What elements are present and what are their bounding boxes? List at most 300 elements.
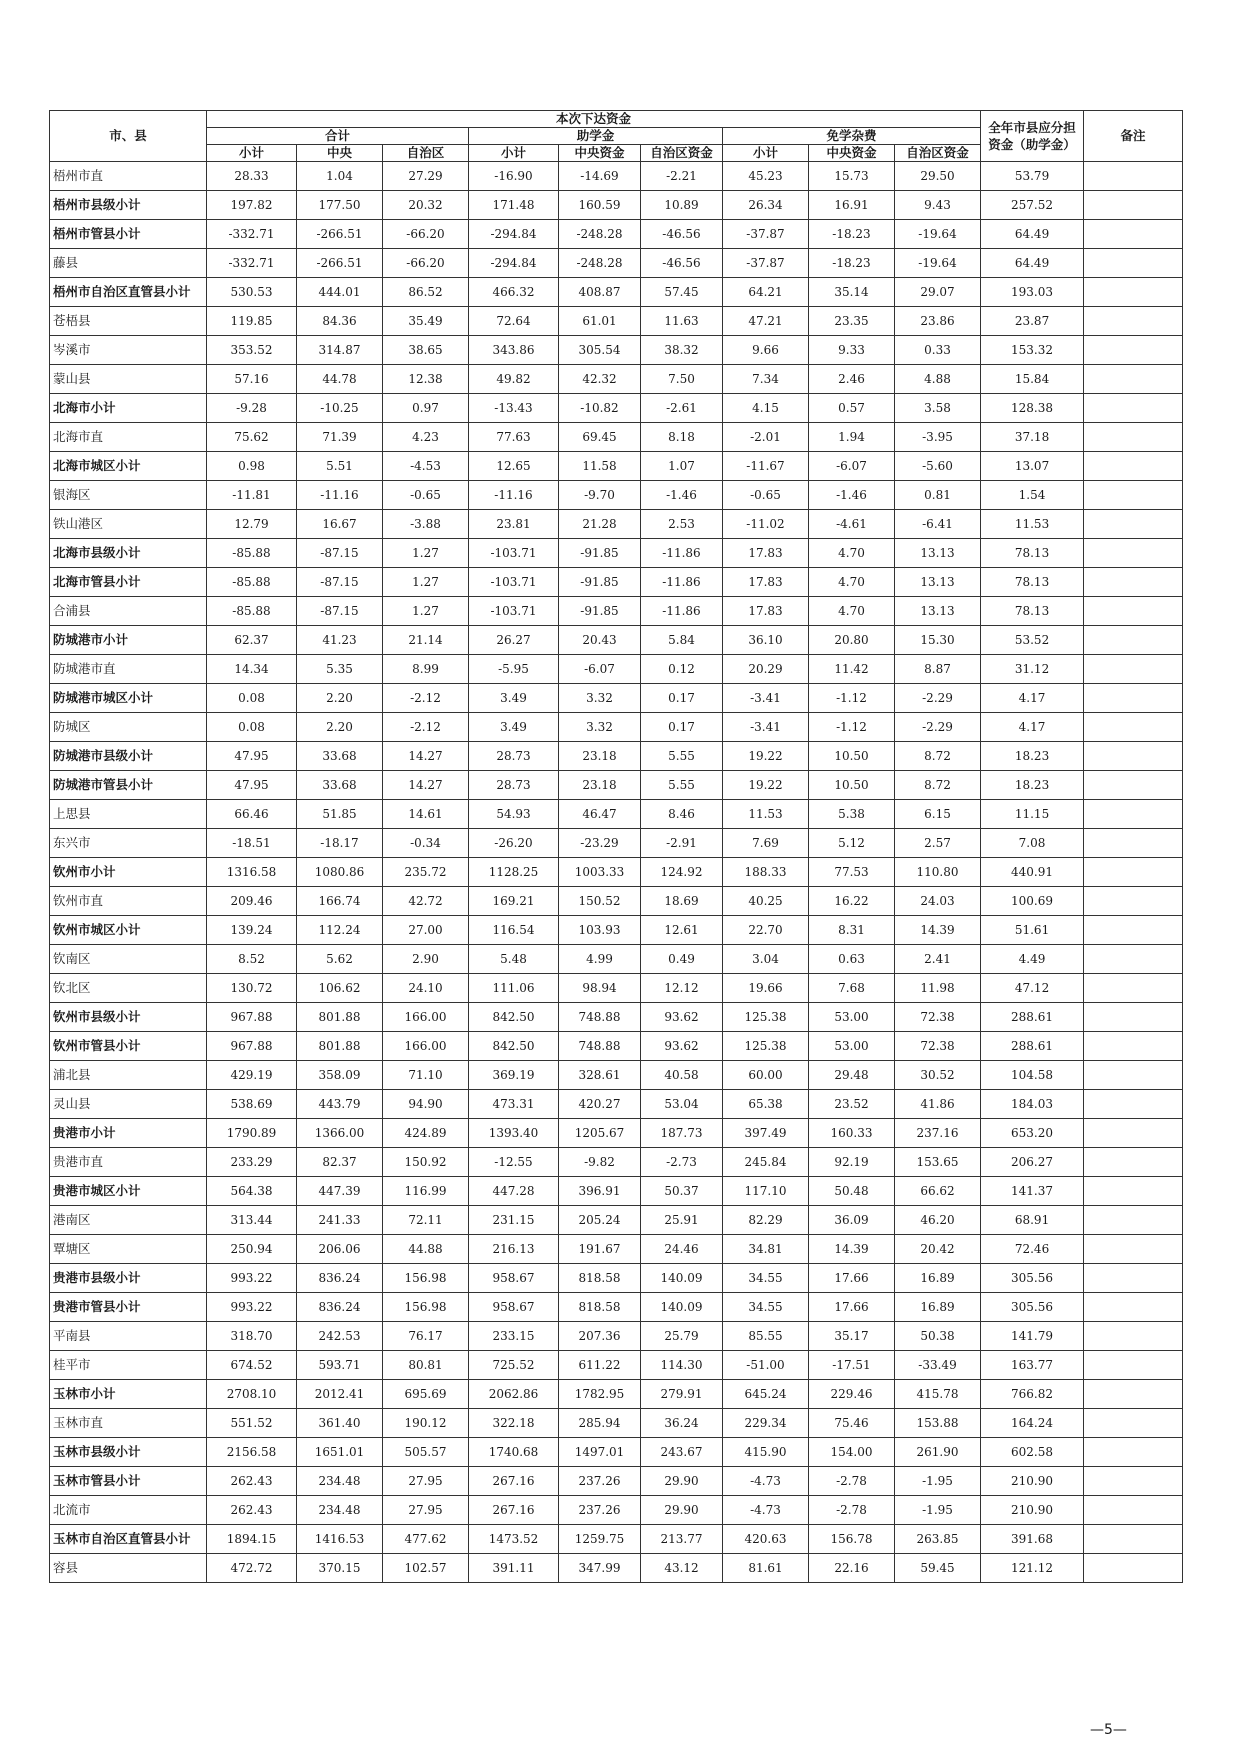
value-cell: -3.88: [383, 510, 469, 539]
value-cell: 72.64: [469, 307, 559, 336]
value-cell: 353.52: [207, 336, 297, 365]
value-cell: -3.41: [723, 684, 809, 713]
remark-cell: [1084, 742, 1183, 771]
value-cell: 19.22: [723, 771, 809, 800]
value-cell: 160.33: [809, 1119, 895, 1148]
value-cell: -2.01: [723, 423, 809, 452]
value-cell: 124.92: [641, 858, 723, 887]
remark-cell: [1084, 278, 1183, 307]
value-cell: 66.46: [207, 800, 297, 829]
value-cell: 21.28: [559, 510, 641, 539]
value-cell: -103.71: [469, 597, 559, 626]
value-cell: 5.55: [641, 742, 723, 771]
value-cell: 842.50: [469, 1032, 559, 1061]
value-cell: -11.86: [641, 568, 723, 597]
value-cell: 358.09: [297, 1061, 383, 1090]
table-row: [50, 597, 1183, 626]
region-name-cell: 苍梧县: [50, 307, 207, 336]
remark-cell: [1084, 771, 1183, 800]
value-cell: 234.48: [297, 1496, 383, 1525]
value-cell: -2.61: [641, 394, 723, 423]
remark-cell: [1084, 365, 1183, 394]
table-row: [50, 771, 1183, 800]
value-cell: -12.55: [469, 1148, 559, 1177]
value-cell: 20.43: [559, 626, 641, 655]
value-cell: 140.09: [641, 1264, 723, 1293]
value-cell: 65.38: [723, 1090, 809, 1119]
value-cell: 160.59: [559, 191, 641, 220]
value-cell: 40.58: [641, 1061, 723, 1090]
remark-cell: [1084, 1409, 1183, 1438]
value-cell: 187.73: [641, 1119, 723, 1148]
value-cell: 9.66: [723, 336, 809, 365]
remark-cell: [1084, 336, 1183, 365]
value-cell: -87.15: [297, 539, 383, 568]
value-cell: 59.45: [895, 1554, 981, 1583]
value-cell: -87.15: [297, 568, 383, 597]
value-cell: 13.13: [895, 568, 981, 597]
remark-cell: [1084, 1119, 1183, 1148]
region-name-cell: 藤县: [50, 249, 207, 278]
value-cell: 153.65: [895, 1148, 981, 1177]
value-cell: 2.20: [297, 684, 383, 713]
value-cell: -332.71: [207, 220, 297, 249]
remark-cell: [1084, 1380, 1183, 1409]
remark-cell: [1084, 481, 1183, 510]
value-cell: 7.34: [723, 365, 809, 394]
value-cell: 209.46: [207, 887, 297, 916]
value-cell: 14.34: [207, 655, 297, 684]
value-cell: 128.38: [981, 394, 1084, 423]
value-cell: 23.18: [559, 771, 641, 800]
value-cell: 1.54: [981, 481, 1084, 510]
value-cell: 16.67: [297, 510, 383, 539]
value-cell: 72.11: [383, 1206, 469, 1235]
value-cell: 13.07: [981, 452, 1084, 481]
value-cell: 23.81: [469, 510, 559, 539]
table-row: [50, 974, 1183, 1003]
value-cell: 19.22: [723, 742, 809, 771]
value-cell: 369.19: [469, 1061, 559, 1090]
value-cell: 313.44: [207, 1206, 297, 1235]
value-cell: 171.48: [469, 191, 559, 220]
value-cell: 47.12: [981, 974, 1084, 1003]
region-name-cell: 钦南区: [50, 945, 207, 974]
value-cell: 24.10: [383, 974, 469, 1003]
value-cell: 1.07: [641, 452, 723, 481]
value-cell: 46.20: [895, 1206, 981, 1235]
region-name-cell: 梧州市管县小计: [50, 220, 207, 249]
value-cell: 206.06: [297, 1235, 383, 1264]
value-cell: 564.38: [207, 1177, 297, 1206]
region-name-cell: 贵港市直: [50, 1148, 207, 1177]
value-cell: 391.11: [469, 1554, 559, 1583]
table-body: [50, 162, 1183, 1583]
region-name-cell: 上思县: [50, 800, 207, 829]
value-cell: 23.18: [559, 742, 641, 771]
value-cell: -17.51: [809, 1351, 895, 1380]
remark-cell: [1084, 1148, 1183, 1177]
value-cell: 440.91: [981, 858, 1084, 887]
value-cell: -332.71: [207, 249, 297, 278]
remark-cell: [1084, 916, 1183, 945]
value-cell: 4.70: [809, 568, 895, 597]
value-cell: 993.22: [207, 1293, 297, 1322]
value-cell: 169.21: [469, 887, 559, 916]
value-cell: -9.28: [207, 394, 297, 423]
value-cell: 35.49: [383, 307, 469, 336]
region-name-cell: 防城港市城区小计: [50, 684, 207, 713]
value-cell: 114.30: [641, 1351, 723, 1380]
value-cell: 166.00: [383, 1032, 469, 1061]
value-cell: 98.94: [559, 974, 641, 1003]
value-cell: 4.23: [383, 423, 469, 452]
value-cell: 35.14: [809, 278, 895, 307]
value-cell: -51.00: [723, 1351, 809, 1380]
value-cell: 305.56: [981, 1264, 1084, 1293]
value-cell: 958.67: [469, 1293, 559, 1322]
remark-cell: [1084, 1235, 1183, 1264]
value-cell: 85.55: [723, 1322, 809, 1351]
value-cell: 748.88: [559, 1032, 641, 1061]
value-cell: 2.41: [895, 945, 981, 974]
value-cell: 23.86: [895, 307, 981, 336]
value-cell: -37.87: [723, 249, 809, 278]
value-cell: 5.84: [641, 626, 723, 655]
table-row: [50, 452, 1183, 481]
value-cell: 166.00: [383, 1003, 469, 1032]
value-cell: 53.52: [981, 626, 1084, 655]
value-cell: 49.82: [469, 365, 559, 394]
table-row: [50, 1235, 1183, 1264]
remark-cell: [1084, 423, 1183, 452]
value-cell: -9.70: [559, 481, 641, 510]
value-cell: 153.32: [981, 336, 1084, 365]
value-cell: 8.87: [895, 655, 981, 684]
remark-cell: [1084, 1090, 1183, 1119]
region-name-cell: 灵山县: [50, 1090, 207, 1119]
value-cell: 0.17: [641, 684, 723, 713]
value-cell: -9.82: [559, 1148, 641, 1177]
value-cell: 141.37: [981, 1177, 1084, 1206]
value-cell: 267.16: [469, 1496, 559, 1525]
value-cell: 53.00: [809, 1032, 895, 1061]
value-cell: 184.03: [981, 1090, 1084, 1119]
value-cell: 103.93: [559, 916, 641, 945]
region-name-cell: 防城港市小计: [50, 626, 207, 655]
remark-cell: [1084, 568, 1183, 597]
value-cell: 76.17: [383, 1322, 469, 1351]
value-cell: -4.73: [723, 1496, 809, 1525]
value-cell: 29.90: [641, 1496, 723, 1525]
value-cell: 12.38: [383, 365, 469, 394]
value-cell: 328.61: [559, 1061, 641, 1090]
table-row: [50, 220, 1183, 249]
value-cell: 9.33: [809, 336, 895, 365]
value-cell: 818.58: [559, 1293, 641, 1322]
value-cell: 9.43: [895, 191, 981, 220]
value-cell: 11.58: [559, 452, 641, 481]
value-cell: 53.00: [809, 1003, 895, 1032]
table-row: [50, 887, 1183, 916]
value-cell: 361.40: [297, 1409, 383, 1438]
value-cell: 241.33: [297, 1206, 383, 1235]
value-cell: 125.38: [723, 1003, 809, 1032]
value-cell: 42.32: [559, 365, 641, 394]
value-cell: 0.57: [809, 394, 895, 423]
region-name-cell: 玉林市管县小计: [50, 1467, 207, 1496]
value-cell: 396.91: [559, 1177, 641, 1206]
value-cell: 34.55: [723, 1293, 809, 1322]
value-cell: -87.15: [297, 597, 383, 626]
value-cell: 38.65: [383, 336, 469, 365]
value-cell: 154.00: [809, 1438, 895, 1467]
region-name-cell: 岑溪市: [50, 336, 207, 365]
value-cell: -46.56: [641, 220, 723, 249]
value-cell: 262.43: [207, 1496, 297, 1525]
value-cell: 23.35: [809, 307, 895, 336]
value-cell: 2062.86: [469, 1380, 559, 1409]
table-row: [50, 191, 1183, 220]
value-cell: -4.53: [383, 452, 469, 481]
value-cell: 466.32: [469, 278, 559, 307]
value-cell: 4.17: [981, 684, 1084, 713]
value-cell: 94.90: [383, 1090, 469, 1119]
value-cell: 11.63: [641, 307, 723, 336]
value-cell: -11.16: [469, 481, 559, 510]
value-cell: 24.46: [641, 1235, 723, 1264]
value-cell: 104.58: [981, 1061, 1084, 1090]
region-name-cell: 贵港市管县小计: [50, 1293, 207, 1322]
value-cell: 429.19: [207, 1061, 297, 1090]
value-cell: -1.95: [895, 1496, 981, 1525]
table-row: [50, 1496, 1183, 1525]
value-cell: -11.02: [723, 510, 809, 539]
value-cell: 408.87: [559, 278, 641, 307]
value-cell: 4.15: [723, 394, 809, 423]
value-cell: -16.90: [469, 162, 559, 191]
value-cell: -1.46: [641, 481, 723, 510]
region-name-cell: 银海区: [50, 481, 207, 510]
value-cell: 237.26: [559, 1467, 641, 1496]
remark-cell: [1084, 974, 1183, 1003]
value-cell: 81.61: [723, 1554, 809, 1583]
value-cell: 100.69: [981, 887, 1084, 916]
value-cell: -2.78: [809, 1496, 895, 1525]
value-cell: 40.25: [723, 887, 809, 916]
table-row: [50, 1177, 1183, 1206]
value-cell: 10.89: [641, 191, 723, 220]
value-cell: 50.38: [895, 1322, 981, 1351]
table-row: [50, 394, 1183, 423]
remark-cell: [1084, 1264, 1183, 1293]
value-cell: -19.64: [895, 249, 981, 278]
value-cell: 12.65: [469, 452, 559, 481]
value-cell: 3.32: [559, 713, 641, 742]
table-row: [50, 742, 1183, 771]
value-cell: 242.53: [297, 1322, 383, 1351]
table-row: [50, 829, 1183, 858]
value-cell: 748.88: [559, 1003, 641, 1032]
subcolumn-header: 中央资金: [809, 145, 895, 162]
remark-cell: [1084, 1438, 1183, 1467]
value-cell: 8.31: [809, 916, 895, 945]
value-cell: 7.08: [981, 829, 1084, 858]
value-cell: 35.17: [809, 1322, 895, 1351]
region-name-cell: 钦州市城区小计: [50, 916, 207, 945]
value-cell: 551.52: [207, 1409, 297, 1438]
value-cell: 234.48: [297, 1467, 383, 1496]
table-row: [50, 713, 1183, 742]
value-cell: -103.71: [469, 539, 559, 568]
value-cell: -2.78: [809, 1467, 895, 1496]
value-cell: 262.43: [207, 1467, 297, 1496]
value-cell: 1782.95: [559, 1380, 641, 1409]
value-cell: -11.81: [207, 481, 297, 510]
value-cell: 38.32: [641, 336, 723, 365]
value-cell: -18.51: [207, 829, 297, 858]
value-cell: 4.70: [809, 597, 895, 626]
table-row: [50, 249, 1183, 278]
table-row: [50, 481, 1183, 510]
value-cell: -10.25: [297, 394, 383, 423]
value-cell: 205.24: [559, 1206, 641, 1235]
value-cell: 1.94: [809, 423, 895, 452]
value-cell: 93.62: [641, 1003, 723, 1032]
value-cell: 20.80: [809, 626, 895, 655]
value-cell: 26.27: [469, 626, 559, 655]
value-cell: 674.52: [207, 1351, 297, 1380]
annual-share-header: 全年市县应分担资金（助学金）: [981, 111, 1084, 162]
value-cell: 993.22: [207, 1264, 297, 1293]
value-cell: 14.39: [809, 1235, 895, 1264]
remark-cell: [1084, 1554, 1183, 1583]
grant-group-header: 助学金: [469, 128, 723, 145]
value-cell: 210.90: [981, 1496, 1084, 1525]
remark-cell: [1084, 655, 1183, 684]
value-cell: 153.88: [895, 1409, 981, 1438]
value-cell: 60.00: [723, 1061, 809, 1090]
remark-cell: [1084, 1061, 1183, 1090]
value-cell: 17.66: [809, 1264, 895, 1293]
value-cell: 68.91: [981, 1206, 1084, 1235]
region-name-cell: 合浦县: [50, 597, 207, 626]
value-cell: 836.24: [297, 1293, 383, 1322]
value-cell: -18.23: [809, 249, 895, 278]
value-cell: 447.28: [469, 1177, 559, 1206]
value-cell: 156.98: [383, 1264, 469, 1293]
value-cell: 245.84: [723, 1148, 809, 1177]
value-cell: 29.07: [895, 278, 981, 307]
value-cell: 415.90: [723, 1438, 809, 1467]
remark-cell: [1084, 1467, 1183, 1496]
value-cell: 31.12: [981, 655, 1084, 684]
region-name-cell: 浦北县: [50, 1061, 207, 1090]
value-cell: 166.74: [297, 887, 383, 916]
remark-cell: [1084, 1293, 1183, 1322]
value-cell: 117.10: [723, 1177, 809, 1206]
value-cell: 19.66: [723, 974, 809, 1003]
value-cell: 130.72: [207, 974, 297, 1003]
value-cell: 24.03: [895, 887, 981, 916]
value-cell: 4.99: [559, 945, 641, 974]
table-row: [50, 916, 1183, 945]
value-cell: 1259.75: [559, 1525, 641, 1554]
value-cell: 41.86: [895, 1090, 981, 1119]
value-cell: 653.20: [981, 1119, 1084, 1148]
value-cell: 1.27: [383, 568, 469, 597]
value-cell: 61.01: [559, 307, 641, 336]
value-cell: 473.31: [469, 1090, 559, 1119]
value-cell: 106.62: [297, 974, 383, 1003]
value-cell: 725.52: [469, 1351, 559, 1380]
value-cell: -2.12: [383, 684, 469, 713]
value-cell: 41.23: [297, 626, 383, 655]
region-name-cell: 北海市县级小计: [50, 539, 207, 568]
value-cell: 84.36: [297, 307, 383, 336]
value-cell: 505.57: [383, 1438, 469, 1467]
value-cell: 57.16: [207, 365, 297, 394]
value-cell: 391.68: [981, 1525, 1084, 1554]
value-cell: 645.24: [723, 1380, 809, 1409]
remark-cell: [1084, 1177, 1183, 1206]
value-cell: 116.99: [383, 1177, 469, 1206]
value-cell: 3.58: [895, 394, 981, 423]
table-row: [50, 568, 1183, 597]
remark-cell: [1084, 626, 1183, 655]
value-cell: 28.73: [469, 742, 559, 771]
value-cell: 263.85: [895, 1525, 981, 1554]
value-cell: 25.91: [641, 1206, 723, 1235]
value-cell: 347.99: [559, 1554, 641, 1583]
value-cell: 37.18: [981, 423, 1084, 452]
value-cell: 477.62: [383, 1525, 469, 1554]
value-cell: 54.93: [469, 800, 559, 829]
value-cell: 77.53: [809, 858, 895, 887]
value-cell: -33.49: [895, 1351, 981, 1380]
value-cell: 305.54: [559, 336, 641, 365]
value-cell: 4.49: [981, 945, 1084, 974]
value-cell: 29.50: [895, 162, 981, 191]
value-cell: 285.94: [559, 1409, 641, 1438]
value-cell: 27.95: [383, 1467, 469, 1496]
value-cell: 842.50: [469, 1003, 559, 1032]
region-name-cell: 梧州市县级小计: [50, 191, 207, 220]
table-row: [50, 162, 1183, 191]
value-cell: 18.23: [981, 771, 1084, 800]
value-cell: 64.49: [981, 249, 1084, 278]
value-cell: 2.57: [895, 829, 981, 858]
value-cell: 237.16: [895, 1119, 981, 1148]
value-cell: -46.56: [641, 249, 723, 278]
value-cell: -10.82: [559, 394, 641, 423]
value-cell: -103.71: [469, 568, 559, 597]
table-row: [50, 365, 1183, 394]
value-cell: 447.39: [297, 1177, 383, 1206]
value-cell: 22.70: [723, 916, 809, 945]
value-cell: -1.46: [809, 481, 895, 510]
value-cell: 397.49: [723, 1119, 809, 1148]
table-row: [50, 626, 1183, 655]
table-row: [50, 1438, 1183, 1467]
value-cell: 8.72: [895, 742, 981, 771]
value-cell: 288.61: [981, 1003, 1084, 1032]
value-cell: 1393.40: [469, 1119, 559, 1148]
value-cell: 8.72: [895, 771, 981, 800]
value-cell: -6.41: [895, 510, 981, 539]
value-cell: 16.89: [895, 1293, 981, 1322]
value-cell: -2.91: [641, 829, 723, 858]
